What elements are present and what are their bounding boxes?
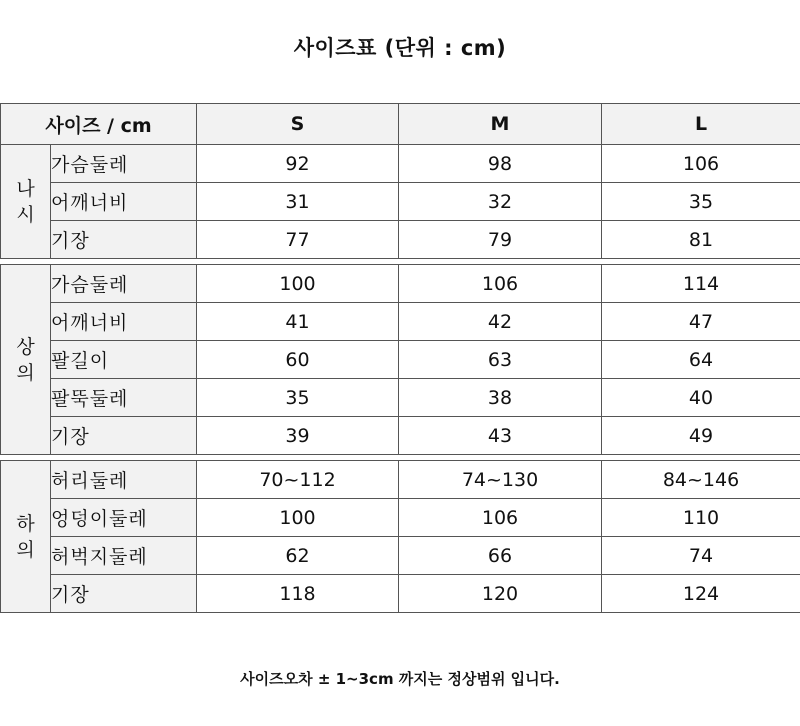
measurement-label: 허벅지둘레 <box>51 537 197 575</box>
measurement-value: 38 <box>399 379 602 417</box>
table-header-row <box>1 104 800 145</box>
measurement-value: 124 <box>602 575 800 613</box>
measurement-label: 엉덩이둘레 <box>51 499 197 537</box>
measurement-label: 기장 <box>51 221 197 259</box>
measurement-value: 66 <box>399 537 602 575</box>
measurement-value: 120 <box>399 575 602 613</box>
measurement-label: 기장 <box>51 575 197 613</box>
table-row <box>1 145 800 183</box>
measurement-value: 40 <box>602 379 800 417</box>
measurement-value: 84~146 <box>602 461 800 499</box>
measurement-value: 106 <box>602 145 800 183</box>
measurement-value: 35 <box>197 379 399 417</box>
table-row <box>1 417 800 455</box>
measurement-value: 100 <box>197 499 399 537</box>
measurement-value: 106 <box>399 265 602 303</box>
measurement-value: 92 <box>197 145 399 183</box>
table-row <box>1 303 800 341</box>
table-row <box>1 221 800 259</box>
measurement-value: 118 <box>197 575 399 613</box>
measurement-label: 기장 <box>51 417 197 455</box>
table-row <box>1 265 800 303</box>
measurement-label: 팔뚝둘레 <box>51 379 197 417</box>
category-label: 상 의 <box>1 265 51 455</box>
measurement-label: 어깨너비 <box>51 183 197 221</box>
measurement-value: 42 <box>399 303 602 341</box>
category-label: 나 시 <box>1 145 51 259</box>
measurement-value: 114 <box>602 265 800 303</box>
measurement-label: 가슴둘레 <box>51 145 197 183</box>
table-row <box>1 183 800 221</box>
table-body <box>1 145 800 613</box>
measurement-value: 81 <box>602 221 800 259</box>
table-row <box>1 499 800 537</box>
measurement-label: 팔길이 <box>51 341 197 379</box>
measurement-value: 39 <box>197 417 399 455</box>
measurement-value: 41 <box>197 303 399 341</box>
size-header-s: S <box>197 104 399 145</box>
size-header-m: M <box>399 104 602 145</box>
measurement-value: 110 <box>602 499 800 537</box>
measurement-value: 98 <box>399 145 602 183</box>
table-row <box>1 461 800 499</box>
table-row <box>1 379 800 417</box>
table-row <box>1 537 800 575</box>
measurement-value: 31 <box>197 183 399 221</box>
measurement-value: 60 <box>197 341 399 379</box>
measurement-value: 32 <box>399 183 602 221</box>
measurement-value: 77 <box>197 221 399 259</box>
table-row <box>1 575 800 613</box>
page-title: 사이즈표 (단위 : cm) <box>293 36 507 60</box>
measurement-value: 49 <box>602 417 800 455</box>
measurement-value: 43 <box>399 417 602 455</box>
size-header-l: L <box>602 104 800 145</box>
measurement-value: 63 <box>399 341 602 379</box>
category-label: 하 의 <box>1 461 51 613</box>
measurement-value: 47 <box>602 303 800 341</box>
measurement-value: 70~112 <box>197 461 399 499</box>
size-tolerance-note: 사이즈오차 ± 1~3cm 까지는 정상범위 입니다. <box>240 670 560 688</box>
measurement-label: 허리둘레 <box>51 461 197 499</box>
measurement-value: 79 <box>399 221 602 259</box>
measurement-label: 어깨너비 <box>51 303 197 341</box>
measurement-value: 106 <box>399 499 602 537</box>
measurement-value: 74 <box>602 537 800 575</box>
measurement-value: 100 <box>197 265 399 303</box>
corner-header: 사이즈 / cm <box>1 104 197 145</box>
measurement-value: 62 <box>197 537 399 575</box>
measurement-value: 64 <box>602 341 800 379</box>
measurement-value: 74~130 <box>399 461 602 499</box>
measurement-label: 가슴둘레 <box>51 265 197 303</box>
table-row <box>1 341 800 379</box>
size-table <box>0 103 800 613</box>
measurement-value: 35 <box>602 183 800 221</box>
